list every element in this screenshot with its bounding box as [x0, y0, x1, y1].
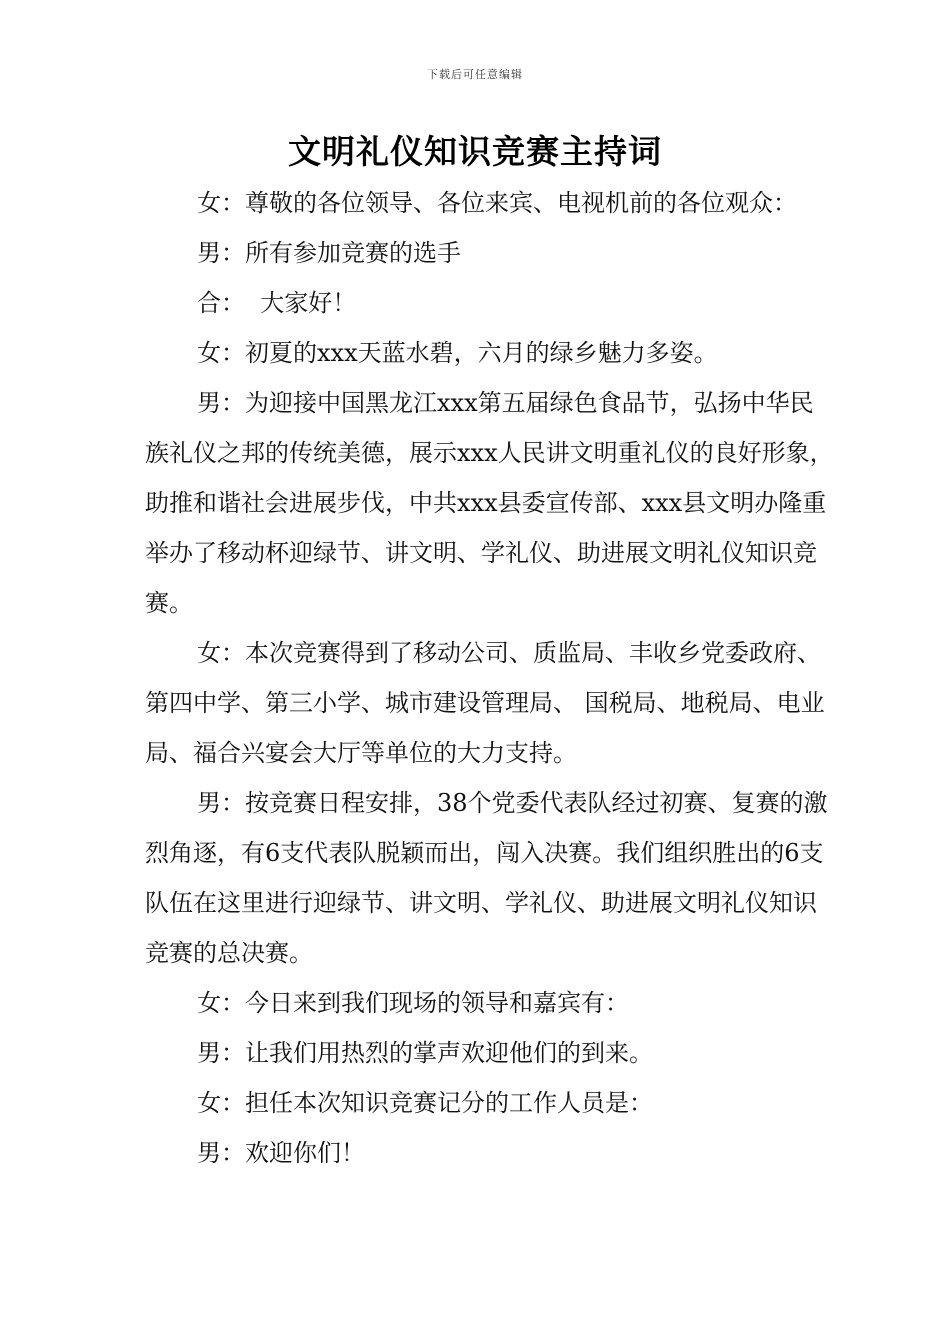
header-note: 下载后可任意编辑 — [427, 68, 523, 81]
paragraph: 女：担任本次知识竞赛记分的工作人员是： — [197, 1089, 653, 1117]
paragraph: 女：本次竞赛得到了移动公司、质监局、丰收乡党委政府、第四中学、第三小学、城市建设管理局、 国税局、地税局、电业局、福合兴宴会大厅等单位的大力支持。 — [145, 639, 825, 767]
paragraph: 女：尊敬的各位领导、各位来宾、电视机前的各位观众： — [197, 189, 797, 217]
paragraph: 男：欢迎你们！ — [197, 1139, 365, 1167]
paragraph: 女：初夏的xxx天蓝水碧，六月的绿乡魅力多姿。 — [197, 339, 718, 367]
document-title: 文明礼仪知识竞赛主持词 — [288, 132, 662, 171]
paragraph: 男：为迎接中国黑龙江xxx第五届绿色食品节，弘扬中华民族礼仪之邦的传统美德，展示xxx人民讲文明重礼仪的良好形象，助推和谐社会进展步伐，中共xxx县委宣传部、xxx县文明办隆重举办了移动杯迎绿节、讲文明、学礼仪、助进展文明礼仪知识竞赛。 — [145, 389, 834, 617]
paragraph: 男：让我们用热烈的掌声欢迎他们的到来。 — [197, 1039, 653, 1067]
document-body — [145, 178, 835, 1178]
paragraph: 合： 大家好！ — [197, 289, 357, 317]
paragraph: 女：今日来到我们现场的领导和嘉宾有： — [197, 989, 629, 1017]
paragraph: 男：按竞赛日程安排，38个党委代表队经过初赛、复赛的激烈角逐，有6支代表队脱颖而出，闯入决赛。我们组织胜出的6支队伍在这里进行迎绿节、讲文明、学礼仪、助进展文明礼仪知识竞赛的总决赛。 — [145, 789, 828, 967]
paragraph: 男：所有参加竞赛的选手 — [197, 239, 461, 267]
